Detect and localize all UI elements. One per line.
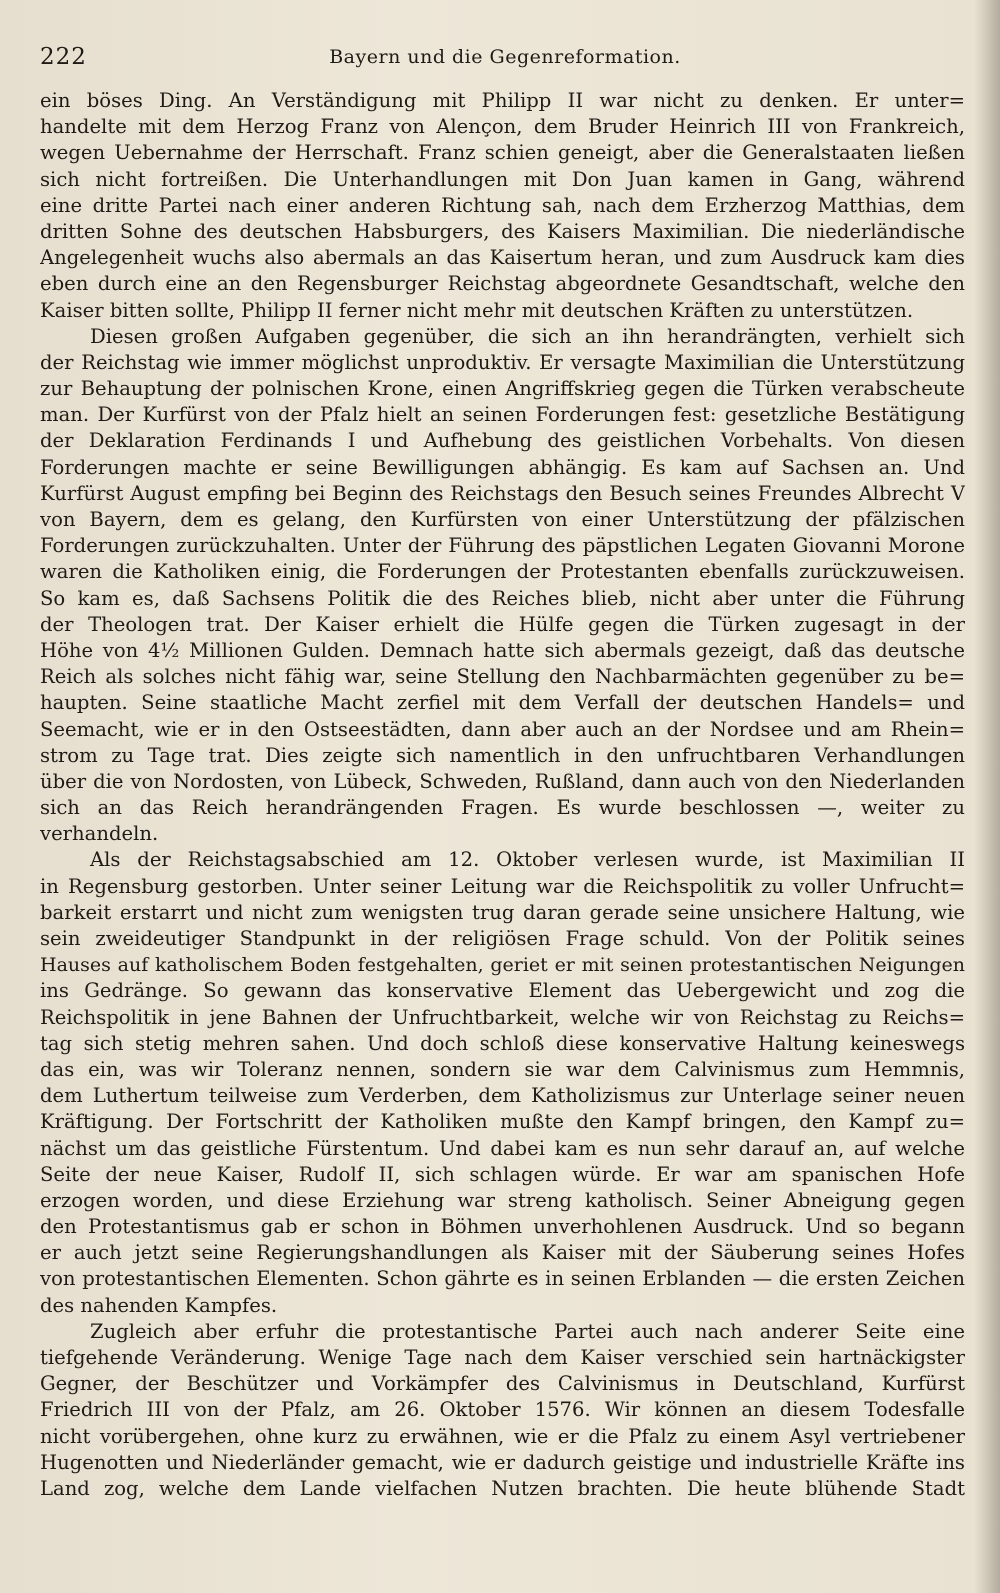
text-line: von protestantischen Elementen. Schon gährte es in seinen Erblanden — die ersten Zeichen xyxy=(40,1267,965,1291)
text-line: strom zu Tage trat. Dies zeigte sich namentlich in den unfruchtbaren Verhandlungen xyxy=(40,743,965,767)
text-line: er auch jetzt seine Regierungshandlungen als Kaiser mit der Säuberung seines Hofes xyxy=(40,1241,965,1265)
text-line: dem Luthertum teilweise zum Verderben, dem Katholizismus zur Unterlage seiner neuen xyxy=(40,1084,965,1108)
running-title: Bayern und die Gegenreformation. xyxy=(329,46,681,68)
text-line: tag sich stetig mehren sahen. Und doch schloß diese konservative Haltung keineswegs xyxy=(40,1031,965,1055)
text-line: nicht vorübergehen, ohne kurz zu erwähnen, wie er die Pfalz zu einem Asyl vertriebener xyxy=(40,1424,965,1448)
text-line: Kräftigung. Der Fortschritt der Katholiken mußte den Kampf bringen, den Kampf zu= xyxy=(40,1110,965,1134)
text-line: Seite der neue Kaiser, Rudolf II, sich schlagen würde. Er war am spanischen Hofe xyxy=(40,1162,965,1186)
text-line: wegen Uebernahme der Herrschaft. Franz schien geneigt, aber die Generalstaaten ließen xyxy=(40,141,965,165)
text-line: tiefgehende Veränderung. Wenige Tage nach dem Kaiser verschied sein hartnäckigster xyxy=(40,1346,965,1369)
text-line: Forderungen machte er seine Bewilligungen abhängig. Es kam auf Sachsen an. Und xyxy=(40,455,965,479)
text-line: Friedrich III von der Pfalz, am 26. Oktober 1576. Wir können an diesem Todesfalle xyxy=(40,1398,965,1422)
text-line: eben durch eine an den Regensburger Reichstag abgeordnete Gesandtschaft, welche den xyxy=(40,272,965,296)
text-line: der Reichstag wie immer möglichst unproduktiv. Er versagte Maximilian die Unterstützung xyxy=(40,350,965,374)
text-line: sein zweideutiger Standpunkt in der religiösen Frage schuld. Von der Politik seines xyxy=(40,927,965,950)
text-line: So kam es, daß Sachsens Politik die des Reiches blieb, nicht aber unter die Führung xyxy=(40,586,965,610)
text-line: ein böses Ding. An Verständigung mit Philipp II war nicht zu denken. Er unter= xyxy=(40,89,965,112)
text-line: Reichspolitik in jene Bahnen der Unfruchtbarkeit, welche wir von Reichstag zu Reichs= xyxy=(40,1005,965,1029)
text-line: sich an das Reich herandrängenden Fragen. Es wurde beschlossen —, weiter zu xyxy=(40,796,965,820)
text-line: der Theologen trat. Der Kaiser erhielt die Hülfe gegen die Türken zugesagt in der xyxy=(40,612,965,636)
text-line: verhandeln. xyxy=(40,822,159,846)
page-number: 222 xyxy=(40,44,87,70)
text-line: das ein, was wir Toleranz nennen, sondern sie war dem Calvinismus zum Hemmnis, xyxy=(40,1057,965,1081)
text-line: Forderungen zurückzuhalten. Unter der Führung des päpstlichen Legaten Giovanni Morone xyxy=(40,534,965,558)
text-line: erzogen worden, und diese Erziehung war streng katholisch. Seiner Abneigung gegen xyxy=(40,1188,965,1212)
text-line: man. Der Kurfürst von der Pfalz hielt an seinen Forderungen fest: gesetzliche Bestätigung xyxy=(40,403,965,427)
text-line: von Bayern, dem es gelang, den Kurfürsten von einer Unterstützung der pfälzischen xyxy=(40,508,965,531)
text-line: des nahenden Kampfes. xyxy=(40,1293,278,1317)
text-line: Hauses auf katholischem Boden festgehalten, geriet er mit seinen protestantischen Neigungen xyxy=(40,954,965,977)
text-line: über die von Nordosten, von Lübeck, Schweden, Rußland, dann auch von den Niederlanden xyxy=(40,769,965,793)
text-line: den Protestantismus gab er schon in Böhmen unverhohlenen Ausdruck. Und so begann xyxy=(40,1215,965,1239)
text-line: Angelegenheit wuchs also abermals an das Kaisertum heran, und zum Ausdruck kam dies xyxy=(40,246,965,270)
text-line: Als der Reichstagsabschied am 12. Oktober verlesen wurde, ist Maximilian II xyxy=(90,848,965,872)
page-header xyxy=(40,44,970,80)
text-line: Seemacht, wie er in den Ostseestädten, dann aber auch an der Nordsee und am Rhein= xyxy=(40,717,965,741)
text-line: waren die Katholiken einig, die Forderungen der Protestanten ebenfalls zurückzuweisen. xyxy=(40,560,965,584)
text-line: nächst um das geistliche Fürstentum. Und dabei kam es nun sehr darauf an, auf welche xyxy=(40,1136,965,1160)
body-text xyxy=(40,88,965,1502)
text-line: ins Gedränge. So gewann das konservative Element das Uebergewicht und zog die xyxy=(40,979,965,1003)
text-line: Hugenotten und Niederländer gemacht, wie er dadurch geistige und industrielle Kräfte ins xyxy=(40,1450,965,1474)
text-line: dritten Sohne des deutschen Habsburgers, des Kaisers Maximilian. Die niederländische xyxy=(40,219,965,243)
text-line: Land zog, welche dem Lande vielfachen Nutzen brachten. Die heute blühende Stadt xyxy=(40,1476,965,1500)
text-line: sich nicht fortreißen. Die Unterhandlungen mit Don Juan kamen in Gang, während xyxy=(40,167,965,191)
text-line: barkeit erstarrt und nicht zum wenigsten trug daran gerade seine unsichere Haltung, wie xyxy=(40,900,965,924)
text-line: eine dritte Partei nach einer anderen Richtung sah, nach dem Erzherzog Matthias, dem xyxy=(40,193,965,217)
text-line: Kurfürst August empfing bei Beginn des Reichstags den Besuch seines Freundes Albrecht V xyxy=(40,481,965,505)
text-line: handelte mit dem Herzog Franz von Alençon, dem Bruder Heinrich III von Frankreich, xyxy=(40,115,965,139)
text-line: haupten. Seine staatliche Macht zerfiel mit dem Verfall der deutschen Handels= und xyxy=(40,691,965,715)
text-line: Höhe von 4½ Millionen Gulden. Demnach hatte sich abermals gezeigt, daß das deutsche xyxy=(40,638,965,662)
text-line: Diesen großen Aufgaben gegenüber, die sich an ihn herandrängten, verhielt sich xyxy=(90,324,965,348)
text-line: Zugleich aber erfuhr die protestantische Partei auch nach anderer Seite eine xyxy=(90,1319,965,1343)
text-line: zur Behauptung der polnischen Krone, einen Angriffskrieg gegen die Türken verabscheute xyxy=(40,377,965,401)
text-line: in Regensburg gestorben. Unter seiner Leitung war die Reichspolitik zu voller Unfrucht= xyxy=(40,874,965,898)
text-line: der Deklaration Ferdinands I und Aufhebung des geistlichen Vorbehalts. Von diesen xyxy=(40,429,965,453)
text-line: Gegner, der Beschützer und Vorkämpfer des Calvinismus in Deutschland, Kurfürst xyxy=(40,1372,965,1396)
text-line: Reich als solches nicht fähig war, seine Stellung den Nachbarmächten gegenüber zu be= xyxy=(40,665,965,689)
text-line: Kaiser bitten sollte, Philipp II ferner nicht mehr mit deutschen Kräften zu unterstützen. xyxy=(40,298,914,322)
